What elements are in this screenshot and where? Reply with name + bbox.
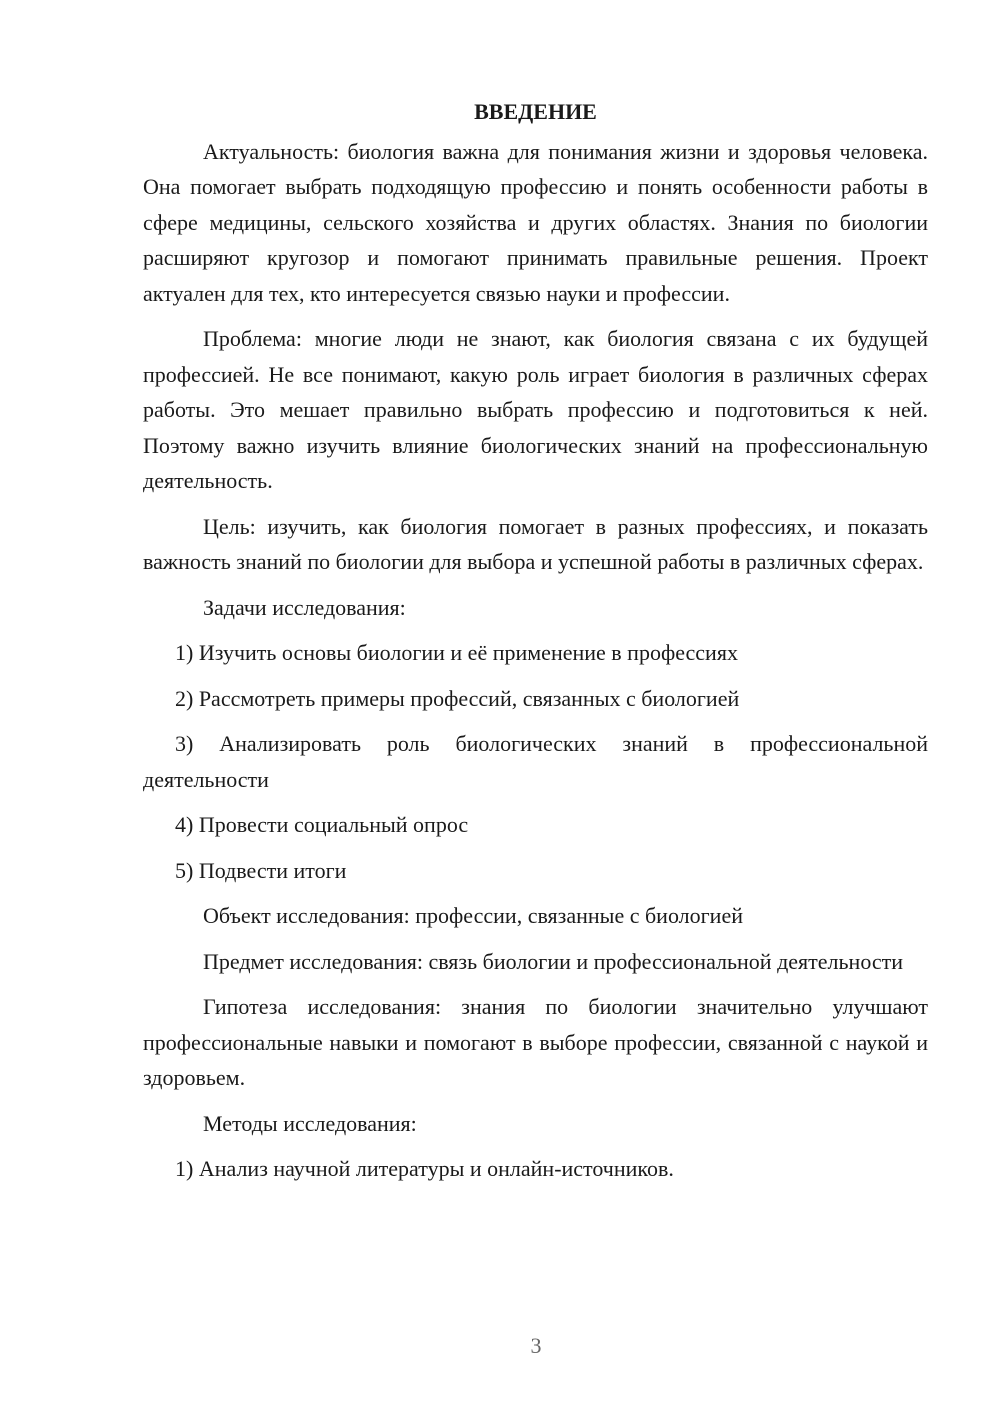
tasks-heading: Задачи исследования: (203, 594, 406, 620)
hypothesis-paragraph: Гипотеза исследования: знания по биологии значительно улучшают профессиональные навыки и помогают в выборе профессии, связанной с наукой и здоровьем. (143, 994, 928, 1090)
goal-paragraph: Цель: изучить, как биология помогает в разных профессиях, и показать важность знаний по биологии для выбора и успешной работы в различных сферах. (143, 513, 928, 574)
page-number: 3 (530, 1333, 542, 1358)
subject-paragraph: Предмет исследования: связь биологии и профессиональной деятельности (203, 948, 904, 974)
task-item-1: 1) Изучить основы биологии и её применение в профессиях (175, 640, 738, 665)
task-item-2: 2) Рассмотреть примеры профессий, связанных с биологией (175, 685, 740, 711)
document-page (143, 94, 928, 1197)
problem-paragraph: Проблема: многие люди не знают, как биология связана с их будущей профессией. Не все понимают, какую роль играет биология в различных сферах работы. Это мешает правильно выбрать профессию и подготовиться к ней. Поэтому важно изучить влияние биологических знаний на профессиональную деятельность. (143, 326, 928, 493)
task-item-5: 5) Подвести итоги (175, 857, 347, 883)
task-item-4: 4) Провести социальный опрос (175, 812, 469, 837)
object-paragraph: Объект исследования: профессии, связанные с биологией (203, 903, 743, 928)
method-item-1: 1) Анализ научной литературы и онлайн-источников. (175, 1156, 674, 1181)
relevance-paragraph: Актуальность: биология важна для понимания жизни и здоровья человека. Она помогает выбрать подходящую профессию и понять особенности работы в сфере медицины, сельского хозяйства и других областях. Знания по биологии расширяют кругозор и помогают принимать правильные решения. Проект актуален для тех, кто интересуется связью науки и профессии. (143, 138, 928, 306)
methods-heading: Методы исследования: (203, 1110, 417, 1136)
section-title: ВВЕДЕНИЕ (474, 99, 597, 124)
task-item-3: 3) Анализировать роль биологических знаний в профессиональной деятельности (143, 731, 928, 792)
